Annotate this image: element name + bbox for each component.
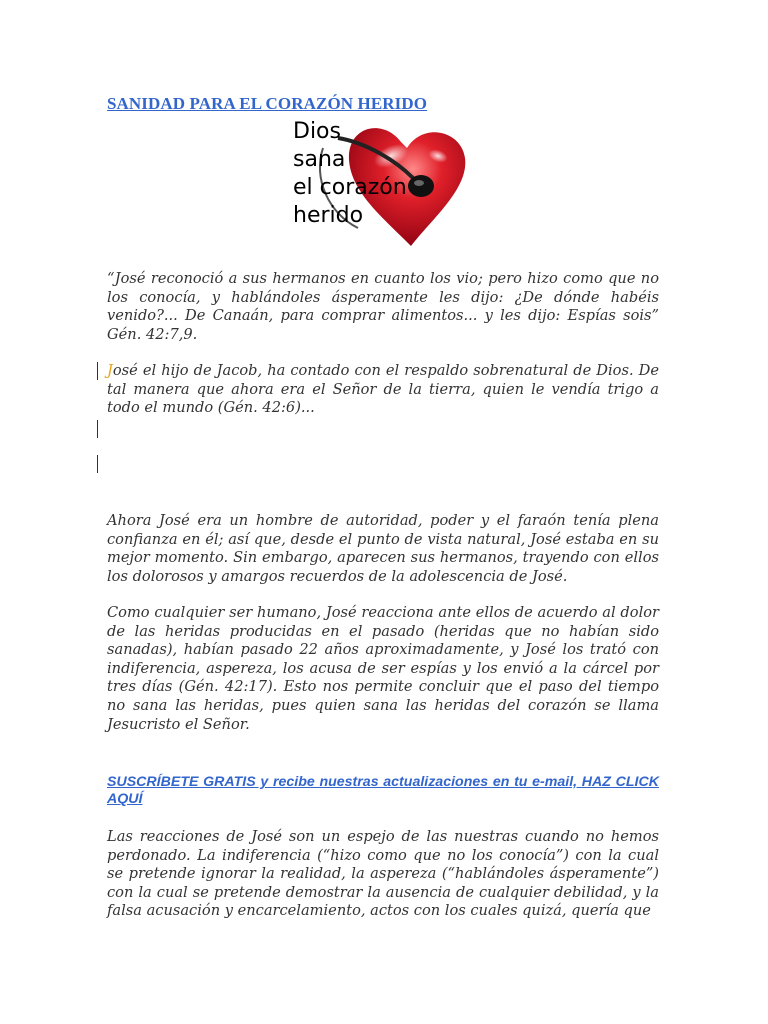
text-cursor: [97, 420, 98, 438]
heart-image: [283, 118, 473, 258]
paragraph-3: Como cualquier ser humano, José reacciona ante ellos de acuerdo al dolor de las heridas producidas en el pasado (heridas que no habían sido sanadas), habían pasado 22 años aproximadamente, y José los trató con indiferencia, aspereza, los acusa de ser espías y los envió a la cárcel por tres días (Gén. 42:17). Esto nos permite concluir que el paso del tiempo no sana las heridas, pues quien sana las heridas del corazón se llama Jesucristo el Señor.: [107, 604, 659, 733]
image-word: herido: [293, 203, 364, 228]
image-caption: [293, 118, 407, 230]
image-word: sana: [293, 147, 346, 172]
subscribe-link[interactable]: SUSCRÍBETE GRATIS y recibe nuestras actualizaciones en tu e-mail, HAZ CLICK AQUÍ: [107, 774, 659, 807]
drop-cap: J: [107, 362, 113, 379]
quote-paragraph: “José reconoció a sus hermanos en cuanto los vio; pero hizo como que no los conocía, y hablándoles ásperamente les dijo: ¿De dónde habéis venido?... De Canaán, para comprar alimentos... y les dijo: Espías sois” Gén. 42:7,9.: [107, 270, 659, 343]
image-word: el corazón: [293, 175, 407, 200]
paragraph-4: Las reacciones de José son un espejo de las nuestras cuando no hemos perdonado. La indiferencia (“hizo como que no los conocía”) con la cual se pretende ignorar la realidad, la aspereza (“hablándoles ásperamente”) con la cual se pretende demostrar la ausencia de cualquier debilidad, y la falsa acusación y encarcelamiento, actos con los cuales quizá, quería que: [107, 828, 659, 920]
paragraph-1: [107, 362, 659, 418]
image-word: Dios: [293, 119, 341, 144]
article-title[interactable]: SANIDAD PARA EL CORAZÓN HERIDO: [107, 94, 428, 113]
text-cursor: [97, 455, 98, 473]
paragraph-2: Ahora José era un hombre de autoridad, poder y el faraón tenía plena confianza en él; así que, desde el punto de vista natural, José estaba en su mejor momento. Sin embargo, aparecen sus hermanos, trayendo con ellos los dolorosos y amargos recuerdos de la adolescencia de José.: [107, 512, 659, 585]
text-cursor: [97, 362, 98, 380]
paragraph-1-text: osé el hijo de Jacob, ha contado con el respaldo sobrenatural de Dios. De tal manera que ahora era el Señor de la tierra, quien le vendía trigo a todo el mundo (Gén. 42:6)...: [107, 362, 659, 417]
